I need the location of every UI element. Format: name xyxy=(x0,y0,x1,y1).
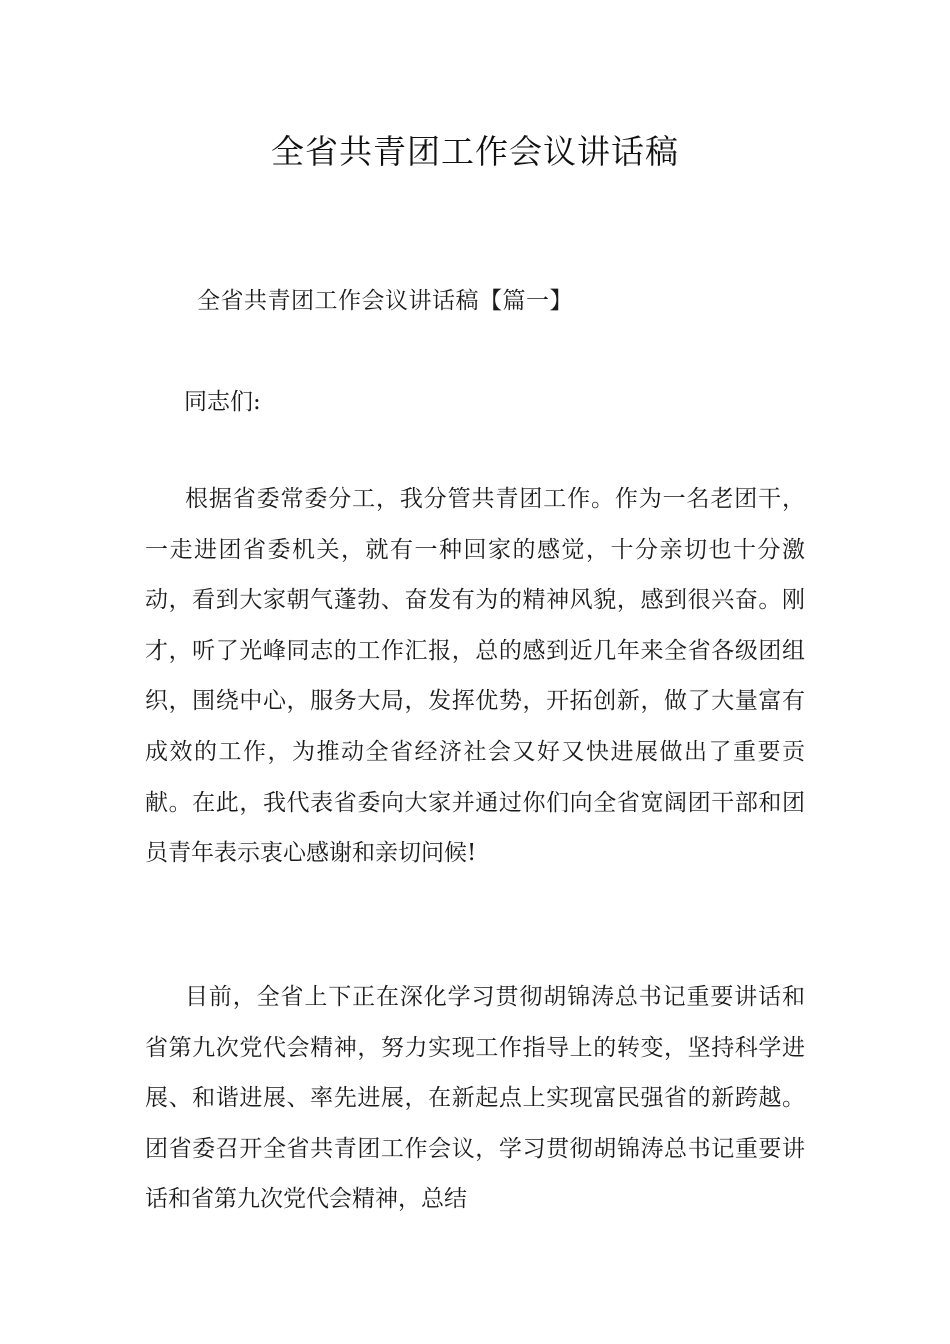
paragraph-1: 根据省委常委分工，我分管共青团工作。作为一名老团干，一走进团省委机关，就有一种回家的感觉，十分亲切也十分激动，看到大家朝气蓬勃、奋发有为的精神风貌，感到很兴奋。刚才，听了光峰同志的工作汇报，总的感到近几年来全省各级团组织，围绕中心，服务大局，发挥优势，开拓创新，做了大量富有成效的工作，为推动全省经济社会又好又快进展做出了重要贡献。在此，我代表省委向大家并通过你们向全省宽阔团干部和团员青年表示衷心感谢和亲切问候! xyxy=(145,486,805,867)
document-title: 全省共青团工作会议讲话稿 xyxy=(271,132,679,171)
paragraph-2: 目前，全省上下正在深化学习贯彻胡锦涛总书记重要讲话和省第九次党代会精神，努力实现工作指导上的转变，坚持科学进展、和谐进展、率先进展，在新起点上实现富民强省的新跨越。团省委召开全省共青团工作会议，学习贯彻胡锦涛总书记重要讲话和省第九次党代会精神，总结 xyxy=(145,984,805,1213)
salutation: 同志们: xyxy=(184,389,261,415)
document-subtitle: 全省共青团工作会议讲话稿【篇一】 xyxy=(197,288,573,314)
